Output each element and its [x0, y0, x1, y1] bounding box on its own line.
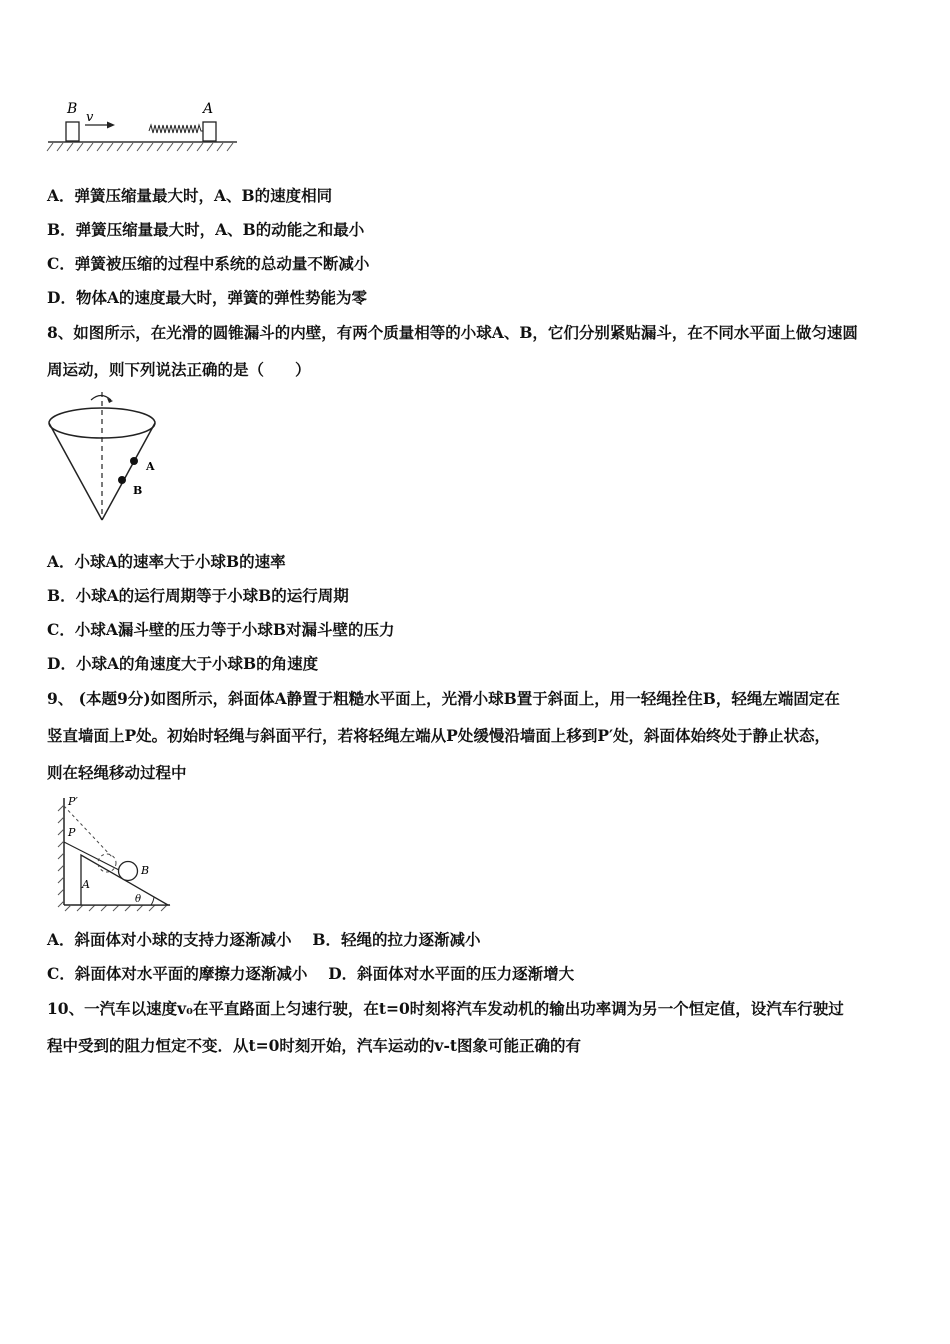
q9-options-row1: A．斜面体对小球的支持力逐渐减小 B．轻绳的拉力逐渐减小 — [47, 930, 481, 949]
label-a: A — [203, 101, 214, 117]
q8-stem-line2: 周运动，则下列说法正确的是（ ） — [47, 360, 311, 379]
incline-figure — [55, 793, 185, 913]
q8-option-a: A．小球A的速率大于小球B的速率 — [47, 552, 286, 571]
q10-stem-line2: 程中受到的阻力恒定不变．从t=0时刻开始，汽车运动的v-t图象可能正确的有 — [47, 1036, 582, 1055]
label-v: v — [86, 110, 94, 125]
spring-block-figure — [45, 98, 245, 158]
block-b — [66, 122, 79, 141]
ball-b — [118, 476, 126, 484]
label-a: A — [146, 460, 155, 473]
q7-option-c: C．弹簧被压缩的过程中系统的总动量不断减小 — [47, 254, 370, 273]
q8-option-b: B．小球A的运行周期等于小球B的运行周期 — [47, 586, 349, 605]
cone-funnel-figure — [45, 388, 175, 523]
label-b: B — [133, 484, 143, 497]
q8-option-d: D．小球A的角速度大于小球B的角速度 — [47, 654, 319, 673]
spring — [149, 125, 203, 133]
label-theta: θ — [135, 894, 142, 905]
q9-stem-line1: 9、 (本题9分)如图所示，斜面体A静置于粗糙水平面上，光滑小球B置于斜面上，用一轻绳拴住B，轻绳左端固定在 — [47, 689, 840, 708]
label-b: B — [141, 864, 150, 877]
q9-stem-line3: 则在轻绳移动过程中 — [47, 763, 187, 782]
q8-stem-line1: 8、如图所示，在光滑的圆锥漏斗的内壁，有两个质量相等的小球A、B，它们分别紧贴漏斗，在不同水平面上做匀速圆 — [47, 323, 858, 342]
block-a — [203, 122, 216, 141]
label-p: P — [68, 826, 76, 839]
ball-a — [130, 457, 138, 465]
label-p-prime: P′ — [68, 795, 78, 808]
ball-b — [119, 862, 138, 881]
q9-stem-line2: 竖直墙面上P处。初始时轻绳与斜面平行，若将轻绳左端从P处缓慢沿墙面上移到P′处，斜面体始终处于静止状态， — [47, 726, 831, 745]
q9-options-row2: C．斜面体对水平面的摩擦力逐渐减小 D．斜面体对水平面的压力逐渐增大 — [47, 964, 575, 983]
q7-option-a: A．弹簧压缩量最大时，A、B的速度相同 — [47, 186, 333, 205]
q7-option-d: D．物体A的速度最大时，弹簧的弹性势能为零 — [47, 288, 367, 307]
label-b: B — [67, 101, 78, 117]
q8-option-c: C．小球A漏斗壁的压力等于小球B对漏斗壁的压力 — [47, 620, 395, 639]
label-a: A — [82, 878, 90, 891]
q7-option-b: B．弹簧压缩量最大时，A、B的动能之和最小 — [47, 220, 365, 239]
q10-stem-line1: 10、一汽车以速度v₀在平直路面上匀速行驶，在t=0时刻将汽车发动机的输出功率调为另一个恒定值，设汽车行驶过 — [47, 999, 844, 1018]
